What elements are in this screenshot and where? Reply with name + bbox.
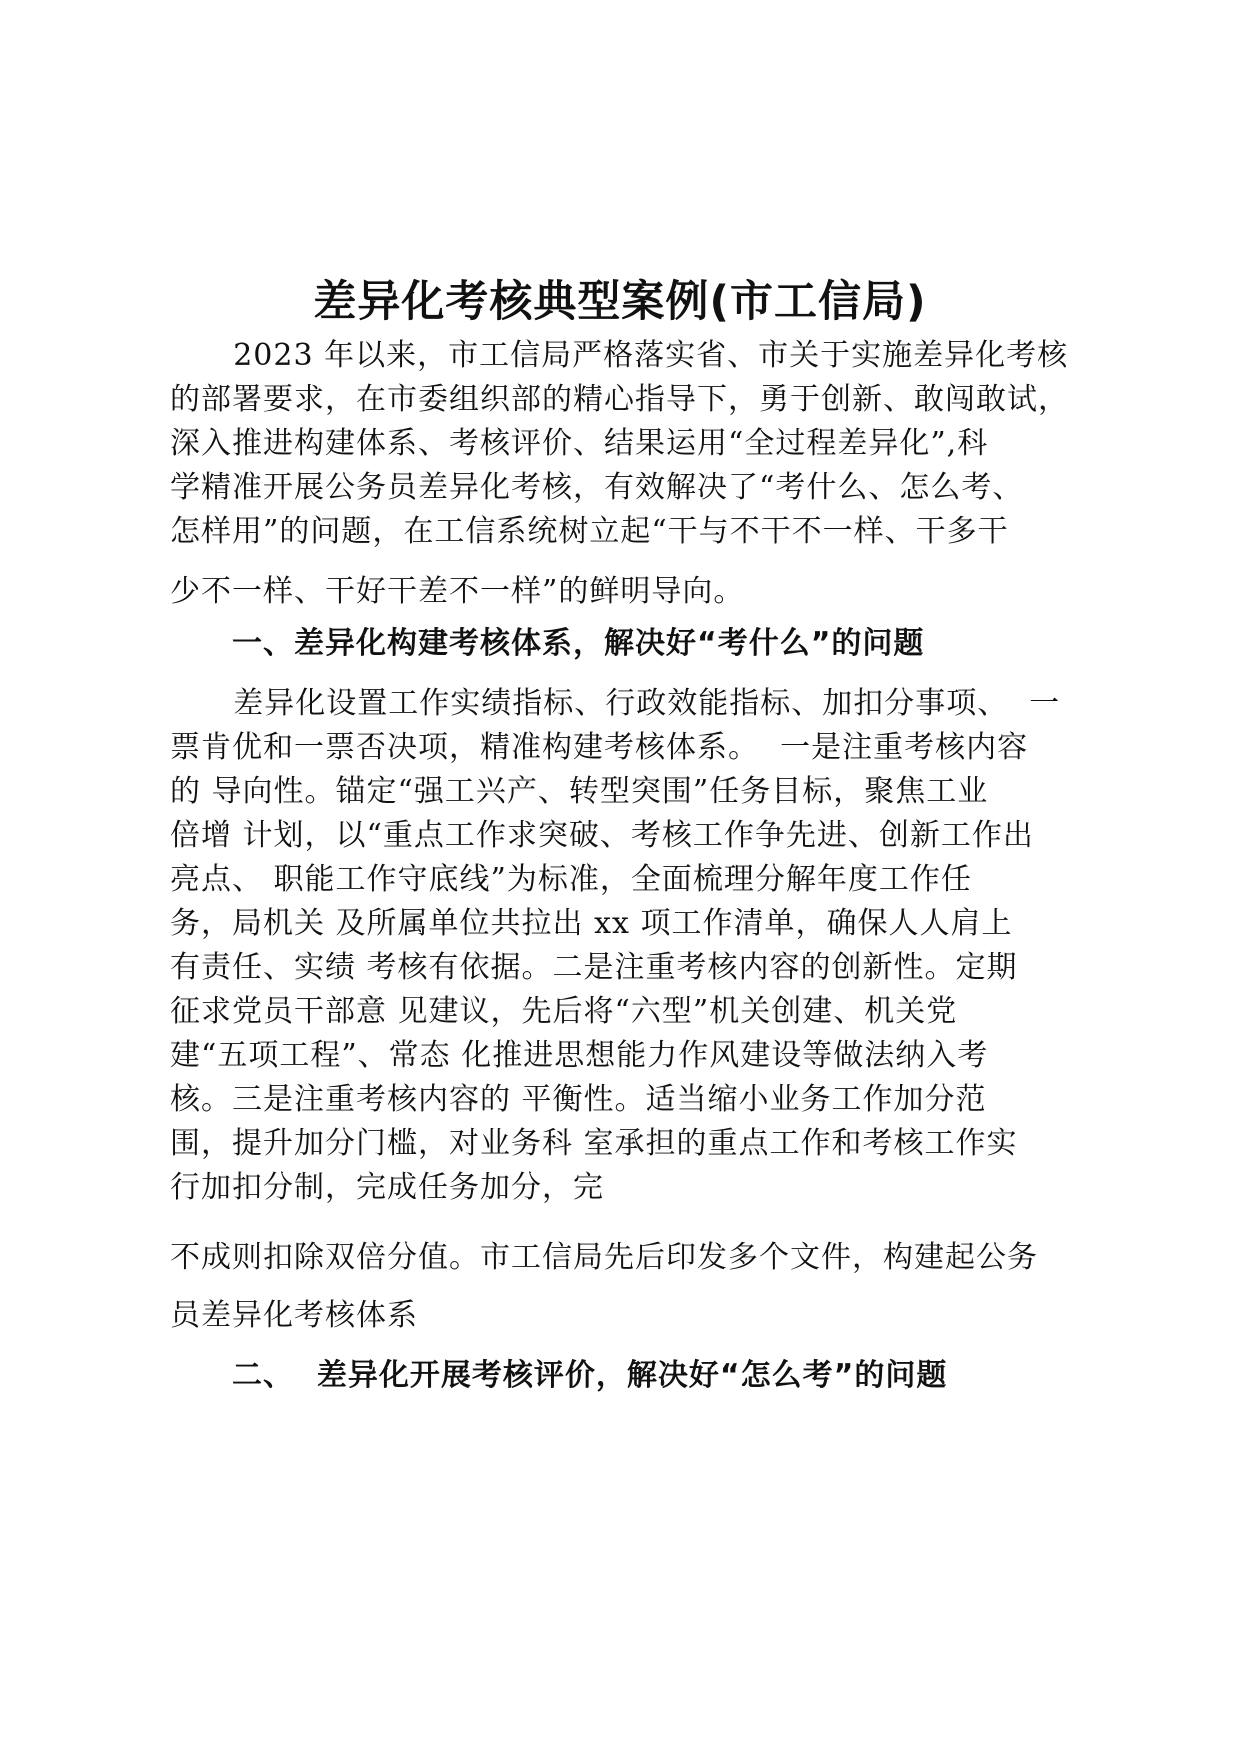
intro-line: 学精准开展公务员差异化考核，有效解决了“考什么、怎么考、: [170, 470, 1024, 505]
intro-line: 深入推进构建体系、考核评价、结果运用“全过程差异化”,科: [170, 426, 989, 461]
section1-line: 票肯优和一票否决项，精准构建考核体系。 一是注重考核内容: [170, 730, 1029, 765]
section1-line: 核。三是注重考核内容的 平衡性。适当缩小业务工作加分范: [170, 1082, 987, 1117]
section-heading-2: 二、 差异化开展考核评价，解决好“怎么考”的问题: [232, 1358, 948, 1393]
section1-line: 务，局机关 及所属单位共拉出 xx 项工作清单，确保人人肩上: [170, 906, 1013, 941]
section1-line: 征求党员干部意 见建议，先后将“六型”机关创建、机关党: [170, 994, 958, 1029]
intro-line: 2023 年以来，市工信局严格落实省、市关于实施差异化考核: [170, 338, 1069, 373]
section1-line: 员差异化考核体系: [170, 1298, 418, 1333]
intro-line: 的部署要求，在市委组织部的精心指导下，勇于创新、敢闯敢试，: [170, 382, 1069, 417]
section1-line: 行加扣分制，完成任务加分，完: [170, 1170, 604, 1205]
section1-line: 有责任、实绩 考核有依据。二是注重考核内容的创新性。定期: [170, 950, 1018, 985]
section1-line: 倍增 计划，以“重点工作求突破、考核工作争先进、创新工作出: [170, 818, 1034, 853]
intro-line: 怎样用”的问题，在工信系统树立起“干与不干不一样、干多干: [170, 514, 1009, 549]
intro-line: 少不一样、干好干差不一样”的鲜明导向。: [170, 574, 745, 609]
document-title: 差异化考核典型案例(市工信局): [313, 277, 927, 327]
section1-line: 围，提升加分门槛，对业务科 室承担的重点工作和考核工作实: [170, 1126, 1018, 1161]
section1-line: 建“五项工程”、常态 化推进思想能力作风建设等做法纳入考: [170, 1038, 989, 1073]
section1-line: 不成则扣除双倍分值。市工信局先后印发多个文件，构建起公务: [170, 1240, 1038, 1275]
section1-line: 亮点、 职能工作守底线”为标准，全面梳理分解年度工作任: [170, 862, 972, 897]
section1-line: 差异化设置工作实绩指标、行政效能指标、加扣分事项、 一: [170, 686, 1061, 721]
section-heading-1: 一、差异化构建考核体系，解决好“考什么”的问题: [232, 626, 925, 661]
section1-line: 的 导向性。锚定“强工兴产、转型突围”任务目标，聚焦工业: [170, 774, 989, 809]
